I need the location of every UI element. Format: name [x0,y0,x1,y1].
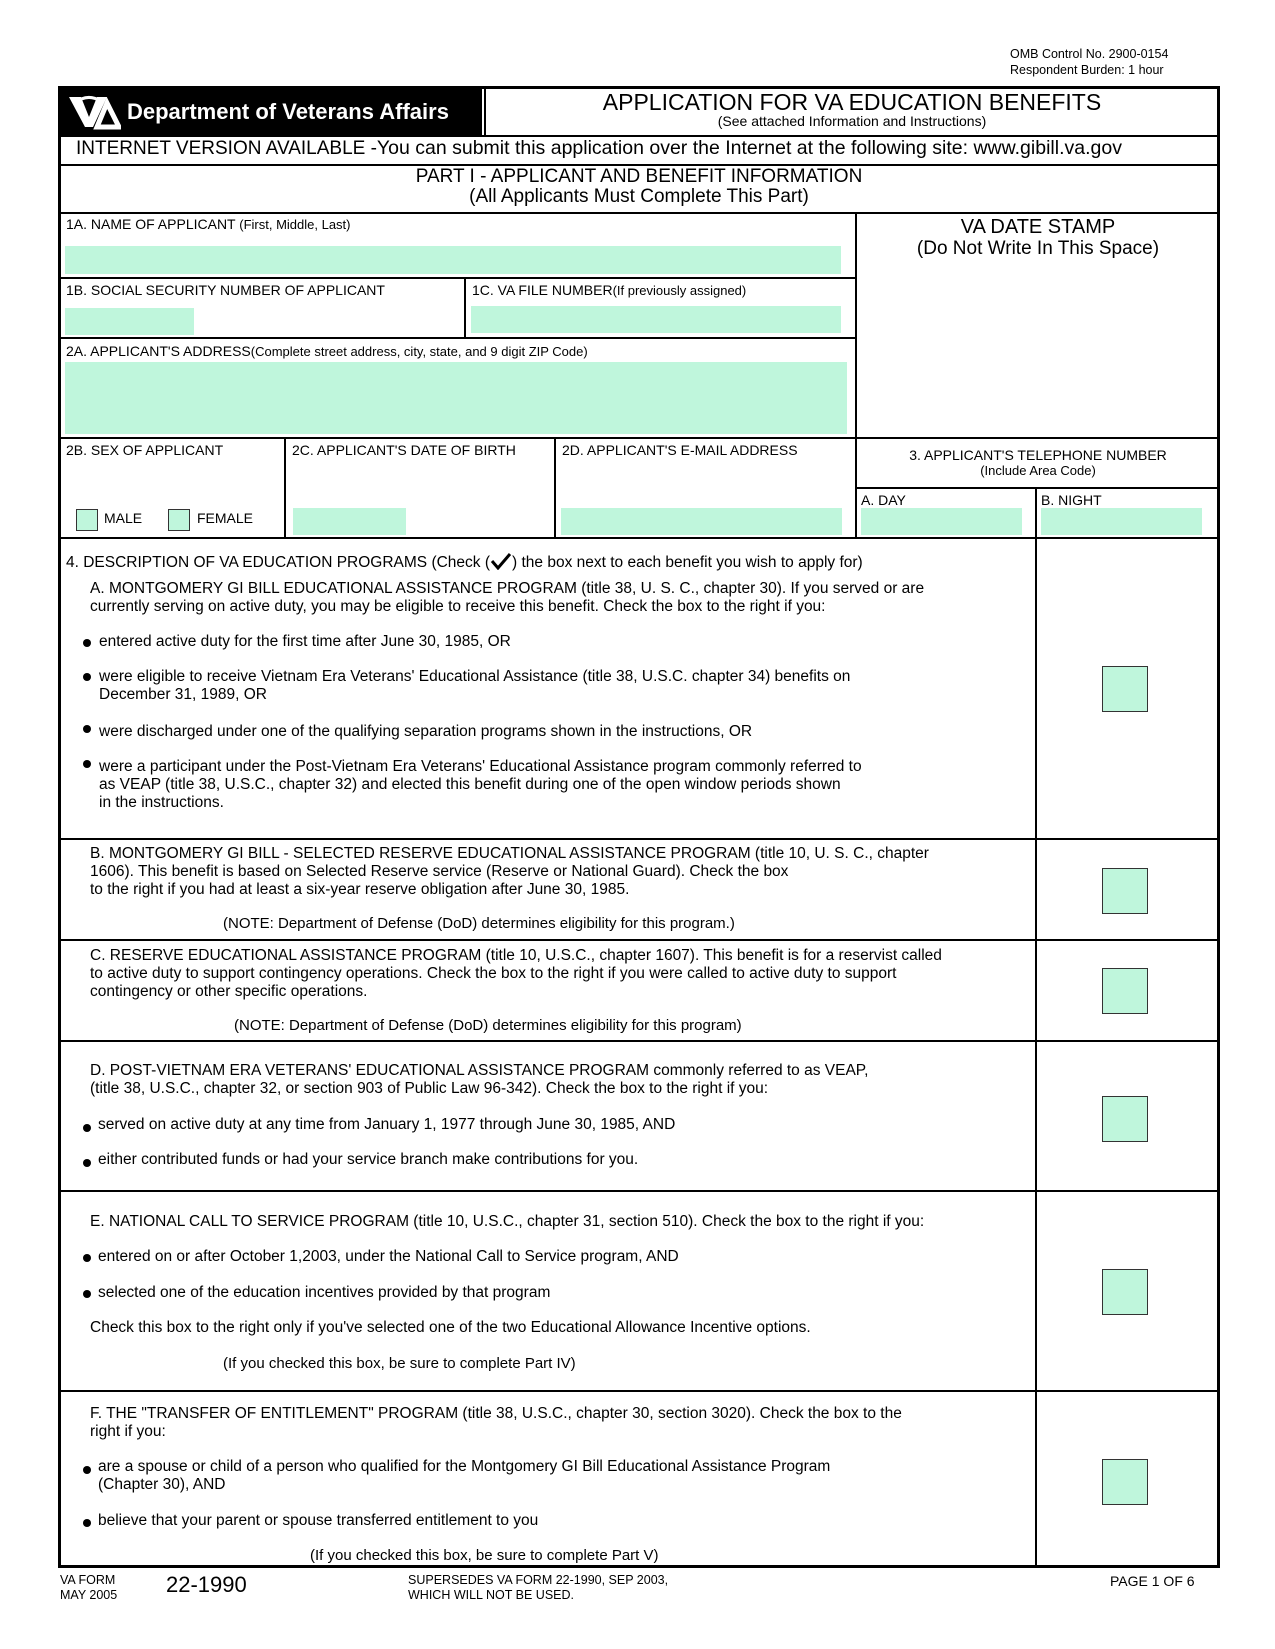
divider [554,437,556,538]
address-label: 2A. APPLICANT'S ADDRESS(Complete street address, city, state, and 9 digit ZIP Code) [66,343,588,359]
male-checkbox[interactable] [76,509,98,531]
bullet [83,1290,91,1298]
program-b-checkbox[interactable] [1102,868,1148,914]
program-a-bullet-4: were a participant under the Post-Vietnam Era Veterans' Educational Assistance program commonly referred to as VEAP (title 38, U.S.C., chapter 32) and elected this benefit during one of the open window periods shown in the instructions. [99,758,862,811]
form-label: VA FORM [60,1573,116,1587]
bullet [83,1466,91,1474]
phone-day-input[interactable] [861,508,1022,535]
program-b-description: B. MONTGOMERY GI BILL - SELECTED RESERVE EDUCATIONAL ASSISTANCE PROGRAM (title 10, U. S. C., chapter 1606). This benefit is based on Selected Reserve service (Reserve or National Guard). Check the box to the right if you had at least a six-year reserve obligation after June 30, 1985. [90,845,929,898]
address-input[interactable] [65,362,847,434]
phone-night-label: B. NIGHT [1041,492,1102,508]
bullet [83,760,91,768]
bullet [83,1159,91,1167]
form-date: MAY 2005 [60,1588,118,1602]
program-e-description: E. NATIONAL CALL TO SERVICE PROGRAM (title 10, U.S.C., chapter 31, section 510). Check the box to the right if you: [90,1213,925,1230]
divider [59,838,1219,840]
female-checkbox[interactable] [168,509,190,531]
supersedes-notice: SUPERSEDES VA FORM 22-1990, SEP 2003, WHICH WILL NOT BE USED. [408,1573,669,1602]
program-a-bullet-3: were discharged under one of the qualifying separation programs shown in the instructions, OR [99,723,753,740]
divider [59,437,1219,439]
bullet [83,1254,91,1262]
phone-header [857,447,1219,479]
dob-input[interactable] [293,508,406,535]
program-c-checkbox[interactable] [1102,968,1148,1014]
divider [59,277,855,279]
program-f-bullet-2: believe that your parent or spouse transferred entitlement to you [98,1512,539,1529]
bullet [83,1124,91,1132]
checkmark-icon [490,552,512,570]
file-number-label: 1C. VA FILE NUMBER(If previously assigned) [472,282,747,298]
date-stamp-area [857,216,1219,260]
program-d-bullet-2: either contributed funds or had your service branch make contributions for you. [98,1151,639,1168]
program-b-note: (NOTE: Department of Defense (DoD) determines eligibility for this program.) [223,915,735,932]
divider [464,277,466,337]
program-a-checkbox[interactable] [1102,666,1148,712]
bullet [83,725,91,733]
date-stamp-note: (Do Not Write In This Space) [916,238,1160,259]
program-e-bullet-1: entered on or after October 1,2003, under the National Call to Service program, AND [98,1248,679,1265]
program-a-bullet-1: entered active duty for the first time after June 30, 1985, OR [99,633,511,650]
date-stamp-title: VA DATE STAMP [960,216,1116,238]
form-number: 22-1990 [166,1572,247,1597]
program-f-bullet-1: are a spouse or child of a person who qualified for the Montgomery GI Bill Educational Assistance Program (Chapter 30), AND [98,1458,831,1493]
respondent-burden: Respondent Burden: 1 hour [1010,63,1164,77]
divider [59,212,1219,214]
form-subtitle: (See attached Information and Instructions) [717,113,987,129]
internet-lead: INTERNET VERSION AVAILABLE - [76,138,377,159]
program-f-note: (If you checked this box, be sure to complete Part V) [310,1547,659,1564]
program-f-checkbox[interactable] [1102,1459,1148,1505]
program-e-checkbox[interactable] [1102,1269,1148,1315]
omb-info [1010,46,1168,78]
phone-hint: (Include Area Code) [980,463,1096,478]
sex-label: 2B. SEX OF APPLICANT [66,442,224,458]
program-a-description: A. MONTGOMERY GI BILL EDUCATIONAL ASSISTANCE PROGRAM (title 38, U. S. C., chapter 30). If you served or are currently serving on active duty, you may be eligible to receive this benefit. Check the box to the right if you: [90,580,925,615]
divider [59,1390,1219,1392]
program-d-description: D. POST-VIETNAM ERA VETERANS' EDUCATIONAL ASSISTANCE PROGRAM commonly referred to as VEAP, (title 38, U.S.C., chapter 32, or section 903 of Public Law 96-342). Check the box to the right if you: [90,1062,869,1097]
internet-url-text: You can submit this application over the Internet at the following site: www.gibill.va.gov [376,137,1122,159]
divider [1035,537,1037,1566]
bullet [83,673,91,681]
divider [855,212,857,538]
program-c-description: C. RESERVE EDUCATIONAL ASSISTANCE PROGRAM (title 10, U.S.C., chapter 1607). This benefit is for a reservist called to active duty to support contingency operations. Check the box to the right if you were called to active duty to support contingency or other specific operations. [90,947,942,1000]
female-label: FEMALE [197,510,254,526]
form-title-block [486,90,1218,129]
program-e-check-instruction: Check this box to the right only if you've selected one of the two Educational Allowance Incentive options. [90,1319,811,1336]
bullet [83,639,91,647]
male-label: MALE [104,510,143,526]
bullet [83,1519,91,1527]
program-e-note: (If you checked this box, be sure to complete Part IV) [223,1355,576,1372]
form-id-block [60,1573,117,1603]
agency-name: Department of Veterans Affairs [127,99,449,124]
agency-banner [61,89,482,135]
section4-heading: 4. DESCRIPTION OF VA EDUCATION PROGRAMS (Check ( ) the box next to each benefit you wish to apply for) [66,554,863,571]
form-title: APPLICATION FOR VA EDUCATION BENEFITS [602,89,1102,115]
file-number-input[interactable] [471,306,841,333]
phone-night-input[interactable] [1041,508,1202,535]
program-f-description: F. THE "TRANSFER OF ENTITLEMENT" PROGRAM (title 38, U.S.C., chapter 30, section 3020). Check the box to the right if you: [90,1405,902,1440]
email-input[interactable] [561,508,842,535]
program-c-note: (NOTE: Department of Defense (DoD) determines eligibility for this program) [234,1017,742,1034]
page-number: PAGE 1 OF 6 [1110,1573,1195,1589]
program-a-bullet-2: were eligible to receive Vietnam Era Veterans' Educational Assistance (title 38, U.S.C. chapter 34) benefits on December 31, 1989, OR [99,668,851,703]
program-d-bullet-1: served on active duty at any time from January 1, 1977 through June 30, 1985, AND [98,1116,676,1133]
part1-title: PART I - APPLICANT AND BENEFIT INFORMATION [415,166,863,187]
divider [59,337,855,339]
divider [855,487,1219,489]
dob-label: 2C. APPLICANT'S DATE OF BIRTH [292,442,516,458]
divider [59,1190,1219,1192]
divider [59,939,1219,941]
va-seal-icon [67,93,121,131]
phone-day-label: A. DAY [861,492,906,508]
phone-label: 3. APPLICANT'S TELEPHONE NUMBER [909,447,1167,463]
ssn-input[interactable] [65,308,194,335]
part1-header [59,167,1219,207]
email-label: 2D. APPLICANT'S E-MAIL ADDRESS [562,442,798,458]
divider [284,437,286,538]
program-e-bullet-2: selected one of the education incentives provided by that program [98,1284,551,1301]
name-label: 1A. NAME OF APPLICANT (First, Middle, Last) [66,216,351,232]
divider [1035,487,1037,538]
program-d-checkbox[interactable] [1102,1096,1148,1142]
name-input[interactable] [65,246,841,274]
internet-notice [76,137,1122,160]
divider [59,1040,1219,1042]
part1-subtitle: (All Applicants Must Complete This Part) [469,186,809,207]
divider [59,537,1219,539]
omb-control: OMB Control No. 2900-0154 [1010,47,1169,61]
ssn-label: 1B. SOCIAL SECURITY NUMBER OF APPLICANT [66,282,385,298]
